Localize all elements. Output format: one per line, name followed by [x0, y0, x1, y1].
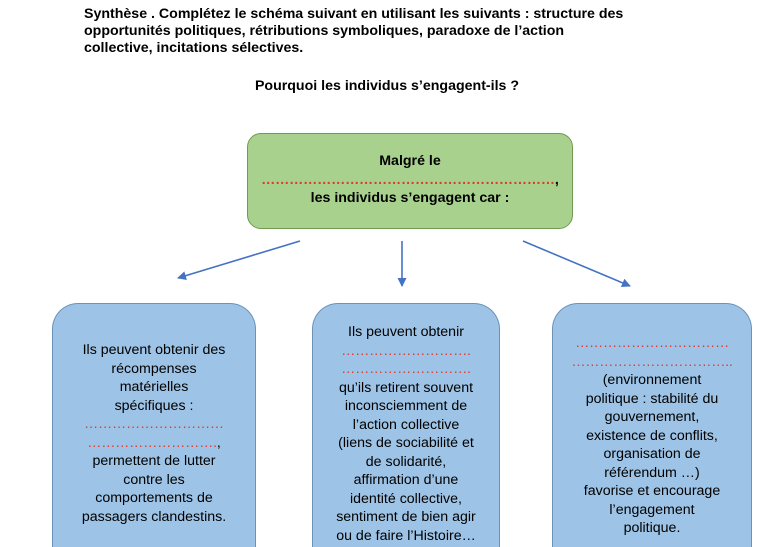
left-box-line: spécifiques :: [114, 397, 194, 414]
central-box-line-1: Malgré le: [379, 153, 441, 169]
middle-box-line: identité collective,: [350, 490, 462, 507]
left-box-line: permettent de lutter: [92, 453, 216, 469]
diagram-question: Pourquoi les individus s’engagent-ils ?: [254, 78, 520, 94]
right-box-blank-1: [553, 334, 751, 353]
right-box-line: favorise et encourage: [583, 483, 721, 499]
instructions-line-1: Synthèse . Complétez le schéma suivant en utilisant les suivants : structure des: [84, 6, 624, 22]
blank-suffix: ,: [216, 434, 221, 451]
blank-dots: ……………………….: [341, 361, 471, 377]
left-box: [52, 303, 256, 547]
middle-box-line: inconsciemment de: [344, 398, 468, 414]
middle-box-line: l’action collective: [352, 416, 460, 433]
right-box-line: l’engagement: [609, 501, 695, 518]
left-box-line: récompenses: [111, 360, 197, 377]
blank-dots: …………………………: [84, 416, 224, 432]
left-box-line: matérielles: [119, 379, 189, 395]
blank-dots: ……………………….: [87, 434, 217, 451]
left-box-blank-2: [53, 434, 255, 453]
central-box-line-3: les individus s’engagent car :: [310, 190, 510, 206]
middle-box-blank-2: [313, 360, 499, 379]
right-box-line: organisation de: [603, 446, 701, 462]
left-box-blank-1: [53, 415, 255, 434]
middle-box-line: (liens de sociabilité et: [338, 435, 474, 451]
left-box-line: comportements de: [95, 490, 213, 506]
arrow-left: [178, 241, 300, 278]
blank-dots: ……………………………..: [571, 353, 733, 370]
right-box-line: référendum …): [604, 464, 700, 481]
instructions-line-2: opportunités politiques, rétributions symboliques, paradoxe de l’action: [84, 23, 565, 39]
instructions-line-3: collective, incitations sélectives.: [84, 40, 304, 56]
middle-box-line: Ils peuvent obtenir: [348, 324, 464, 340]
right-box-line: existence de conflits,: [586, 427, 718, 444]
right-box-line: politique.: [623, 520, 681, 536]
left-box-line: passagers clandestins.: [81, 508, 227, 525]
right-box-line: (environnement: [602, 372, 702, 388]
blank-dots: ……………………….: [341, 342, 471, 359]
right-box: [552, 303, 752, 547]
right-box-line: gouvernement,: [604, 409, 700, 425]
middle-box-line: de solidarité,: [365, 453, 447, 470]
middle-box-line: qu’ils retirent souvent: [338, 379, 474, 396]
central-box: [247, 133, 573, 229]
middle-box-line: ou de faire l’Histoire…: [336, 527, 476, 544]
blank-dots: ………………………………………………………: [261, 171, 555, 188]
left-box-line: contre les: [123, 471, 185, 488]
blank-dots: ……………………………: [575, 335, 729, 351]
middle-box-blank-1: [313, 342, 499, 361]
middle-box-line: affirmation d’une: [353, 472, 459, 488]
left-box-line: Ils peuvent obtenir des: [82, 342, 226, 358]
arrow-right: [523, 241, 630, 286]
middle-box: [312, 303, 500, 547]
right-box-line: politique : stabilité du: [585, 390, 719, 407]
blank-suffix: ,: [554, 171, 559, 188]
middle-box-line: sentiment de bien agir: [336, 509, 476, 525]
right-box-blank-2: [553, 353, 751, 372]
central-box-blank: [248, 171, 572, 190]
